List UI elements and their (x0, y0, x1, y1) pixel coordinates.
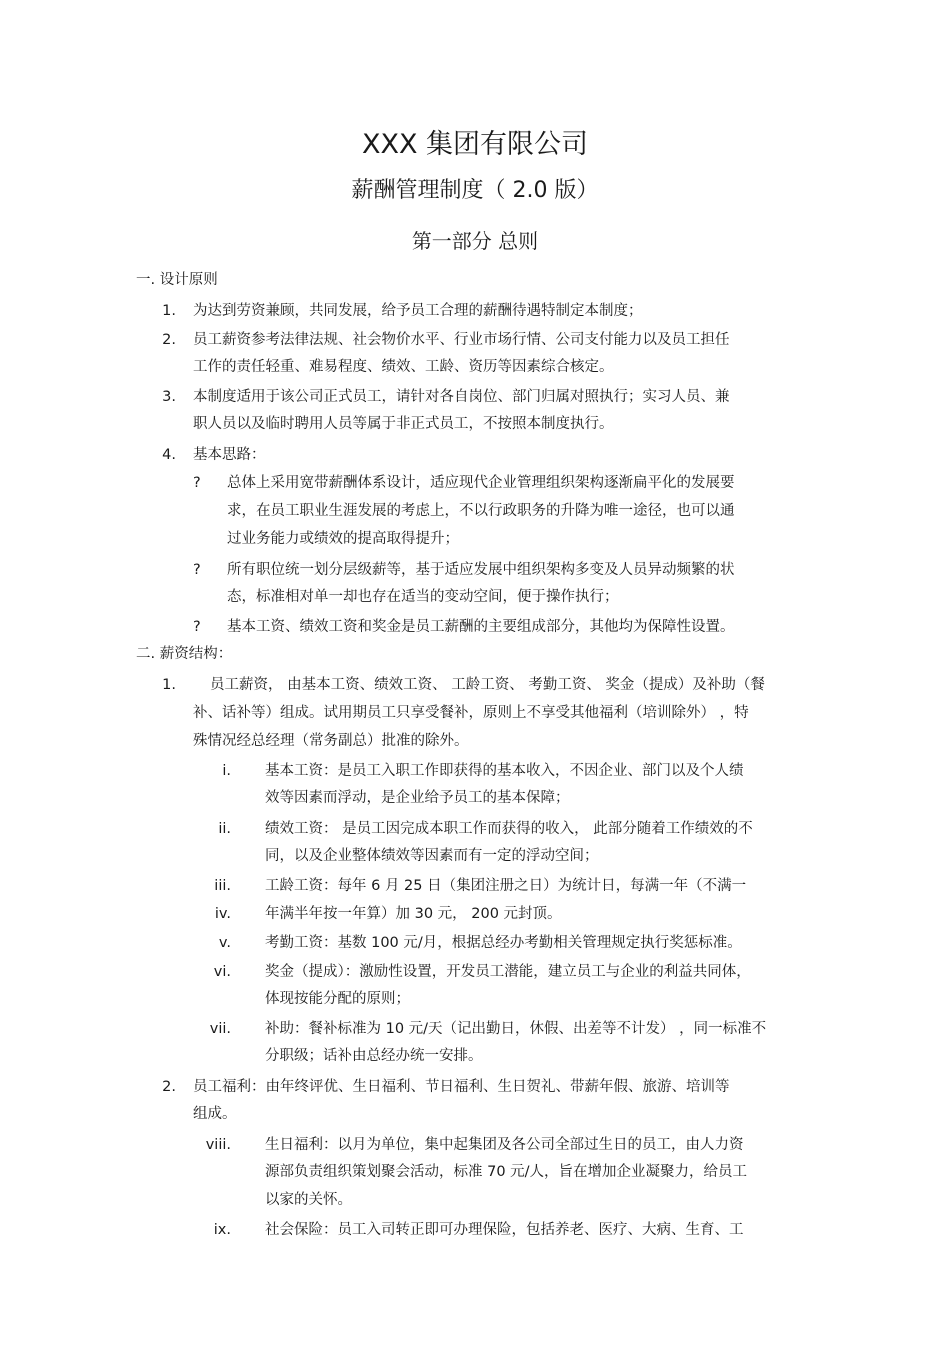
company-title: XXX 集团有限公司 (361, 129, 589, 160)
list-item-text: 员工福利：由年终评优、生日福利、节日福利、生日贺礼、带薪年假、旅游、培训等 (193, 1079, 730, 1095)
roman-item-text: 奖金（提成）：激励性设置，开发员工潜能，建立员工与企业的利益共同体， (265, 964, 751, 980)
roman-number: vii. (209, 1021, 231, 1037)
section-heading-salary: 二. 薪资结构： (136, 646, 233, 662)
roman-item-text: 同，以及企业整体绩效等因素而有一定的浮动空间； (265, 848, 599, 864)
roman-item-text: 基本工资：是员工入职工作即获得的基本收入，不因企业、部门以及个人绩 (265, 763, 744, 779)
list-item-text: 基本思路： (193, 447, 266, 463)
list-item-text: 员工薪资参考法律法规、社会物价水平、行业市场行情、公司支付能力以及员工担任 (193, 332, 730, 348)
list-item-text: 补、话补等）组成。试用期员工只享受餐补，原则上不享受其他福利（培训除外） ，特 (193, 705, 749, 721)
roman-number: ix. (213, 1222, 231, 1238)
roman-item-text: 分职级；话补由总经办统一安排。 (265, 1048, 483, 1064)
roman-number: v. (218, 935, 231, 951)
roman-item-text: 源部负责组织策划聚会活动，标准 70 元/人，旨在增加企业凝聚力，给员工 (265, 1164, 748, 1180)
section-heading-design: 一. 设计原则 (136, 272, 218, 288)
list-number: 1. (162, 303, 176, 319)
list-number: 1. (162, 677, 176, 693)
roman-item-text: 效等因素而浮动，是企业给予员工的基本保障； (265, 790, 570, 806)
list-item-text: 本制度适用于该公司正式员工，请针对各自岗位、部门归属对照执行；实习人员、兼 (193, 389, 730, 405)
list-item-text: 殊情况经总经理（常务副总）批准的除外。 (193, 733, 469, 749)
roman-number: iii. (214, 878, 231, 894)
list-item-text: 职人员以及临时聘用人员等属于非正式员工，不按照本制度执行。 (193, 416, 614, 432)
list-number: 4. (162, 447, 176, 463)
roman-number: i. (222, 763, 231, 779)
roman-item-text: 绩效工资： 是员工因完成本职工作而获得的收入， 此部分随着工作绩效的不 (265, 821, 753, 837)
roman-item-text: 考勤工资：基数 100 元/月，根据总经办考勤相关管理规定执行奖惩标准。 (265, 935, 742, 951)
roman-item-text: 工龄工资：每年 6 月 25 日（集团注册之日）为统计日，每满一年（不满一 (265, 878, 747, 894)
roman-number: vi. (213, 964, 231, 980)
list-number: 3. (162, 389, 176, 405)
bullet-mark: ? (193, 475, 201, 491)
list-number: 2. (162, 1079, 176, 1095)
bullet-text: 基本工资、绩效工资和奖金是员工薪酬的主要组成部分，其他均为保障性设置。 (227, 619, 735, 635)
bullet-text: 过业务能力或绩效的提高取得提升； (227, 531, 459, 547)
roman-number: iv. (214, 906, 231, 922)
roman-number: ii. (218, 821, 231, 837)
bullet-text: 总体上采用宽带薪酬体系设计，适应现代企业管理组织架构逐渐扁平化的发展要 (227, 475, 735, 491)
roman-item-text: 生日福利：以月为单位，集中起集团及各公司全部过生日的员工，由人力资 (265, 1137, 744, 1153)
list-number: 2. (162, 332, 176, 348)
bullet-mark: ? (193, 619, 201, 635)
roman-number: viii. (205, 1137, 231, 1153)
list-item-text: 员工薪资， 由基本工资、绩效工资、 工龄工资、 考勤工资、 奖金（提成）及补助（餐 (210, 677, 765, 693)
roman-item-text: 社会保险：员工入司转正即可办理保险，包括养老、医疗、大病、生育、工 (265, 1222, 744, 1238)
document-title: 薪酬管理制度（ 2.0 版） (351, 178, 599, 203)
list-item-text: 工作的责任轻重、难易程度、绩效、工龄、资历等因素综合核定。 (193, 359, 614, 375)
roman-item-text: 补助：餐补标准为 10 元/天（记出勤日，休假、出差等不计发） ，同一标准不 (265, 1021, 767, 1037)
list-item-text: 为达到劳资兼顾，共同发展，给予员工合理的薪酬待遇特制定本制度； (193, 303, 643, 319)
bullet-mark: ? (193, 562, 201, 578)
bullet-text: 所有职位统一划分层级薪等，基于适应发展中组织架构多变及人员异动频繁的状 (227, 562, 735, 578)
part-title: 第一部分 总则 (411, 229, 539, 253)
list-item-text: 组成。 (193, 1106, 237, 1122)
roman-item-text: 体现按能分配的原则； (265, 991, 410, 1007)
bullet-text: 态，标准相对单一却也存在适当的变动空间，便于操作执行； (227, 589, 619, 605)
roman-item-text: 以家的关怀。 (265, 1192, 352, 1208)
roman-item-text: 年满半年按一年算）加 30 元， 200 元封顶。 (265, 906, 562, 922)
bullet-text: 求，在员工职业生涯发展的考虑上，不以行政职务的升降为唯一途径，也可以通 (227, 503, 735, 519)
